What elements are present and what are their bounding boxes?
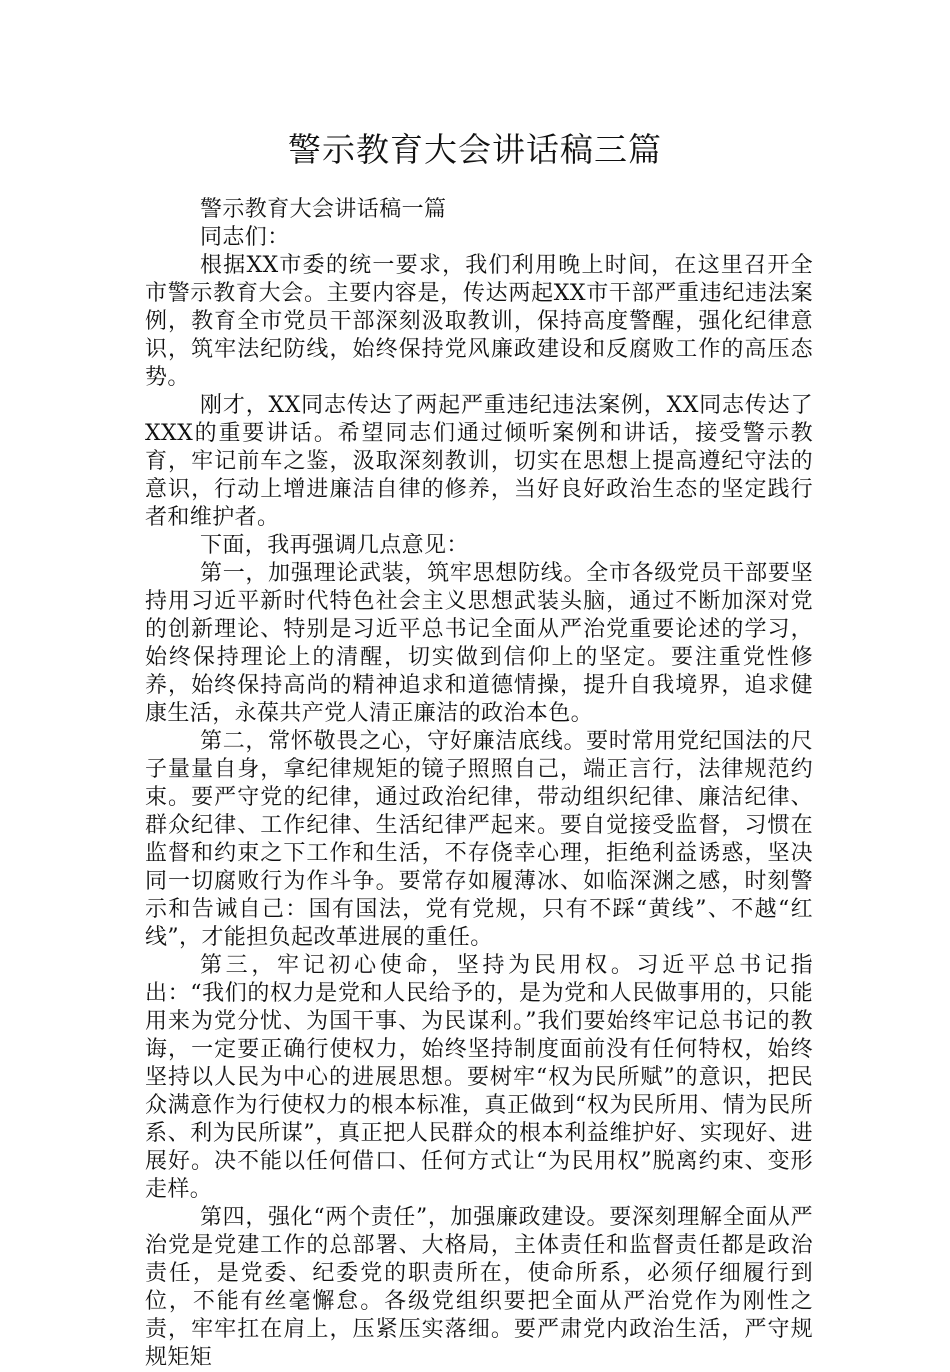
paragraph: 第四，强化“两个责任”，加强廉政建设。要深刻理解全面从严治党是党建工作的总部署、大格局，主体责任和监督责任都是政治责任，是党委、纪委党的职责所在，使命所系，必须仔细履行到位，不能有丝毫懈怠。各级党组织要把全面从严治党作为刚性之责，牢牢扛在肩上，压紧压实落细。要严肃党内政治生活，严守规规矩矩: [145, 1205, 813, 1370]
document-title: 警示教育大会讲话稿三篇: [288, 130, 662, 169]
section-heading: 警示教育大会讲话稿一篇: [200, 197, 447, 222]
paragraph: 第一，加强理论武装，筑牢思想防线。全市各级党员干部要坚持用习近平新时代特色社会主义思想武装头脑，通过不断加深对党的创新理论、特别是习近平总书记全面从严治党重要论述的学习，始终保持理论上的清醒，切实做到信仰上的坚定。要注重党性修养，始终保持高尚的精神追求和道德情操，提升自我境界，追求健康生活，永葆共产党人清正廉洁的政治本色。: [145, 561, 813, 726]
paragraph: 第二，常怀敬畏之心，守好廉洁底线。要时常用党纪国法的尺子量量自身，拿纪律规矩的镜子照照自己，端正言行，法律规范约束。要严守党的纪律，通过政治纪律，带动组织纪律、廉洁纪律、群众纪律、工作纪律、生活纪律严起来。要自觉接受监督，习惯在监督和约束之下工作和生活，不存侥幸心理，拒绝利益诱惑，坚决同一切腐败行为作斗争。要常存如履薄冰、如临深渊之感，时刻警示和告诫自己：国有国法，党有党规，只有不踩“黄线”、不越“红线”，才能担负起改革进展的重任。: [145, 729, 813, 950]
salutation: 同志们：: [200, 225, 290, 250]
paragraph: 根据XX市委的统一要求，我们利用晚上时间，在这里召开全市警示教育大会。主要内容是，传达两起XX市干部严重违纪违法案例，教育全市党员干部深刻汲取教训，保持高度警醒，强化纪律意识，筑牢法纪防线，始终保持党风廉政建设和反腐败工作的高压态势。: [145, 253, 813, 390]
paragraph: 下面，我再强调几点意见：: [200, 533, 469, 558]
document-body: [145, 196, 813, 1372]
paragraph: 第三，牢记初心使命，坚持为民用权。习近平总书记指出：“我们的权力是党和人民给予的，是为党和人民做事用的，只能用来为党分忧、为国干事、为民谋利。”我们要始终牢记总书记的教诲，一定要正确行使权力，始终坚持制度面前没有任何特权，始终坚持以人民为中心的进展思想。要树牢“权为民所赋”的意识，把民众满意作为行使权力的根本标准，真正做到“权为民所用、情为民所系、利为民所谋”，真正把人民群众的根本利益维护好、实现好、进展好。决不能以任何借口、任何方式让“为民用权”脱离约束、变形走样。: [145, 953, 813, 1202]
paragraph: 刚才，XX同志传达了两起严重违纪违法案例，XX同志传达了XXX的重要讲话。希望同志们通过倾听案例和讲话，接受警示教育，牢记前车之鉴，汲取深刻教训，切实在思想上提高遵纪守法的意识，行动上增进廉洁自律的修养，当好良好政治生态的坚定践行者和维护者。: [145, 393, 813, 530]
